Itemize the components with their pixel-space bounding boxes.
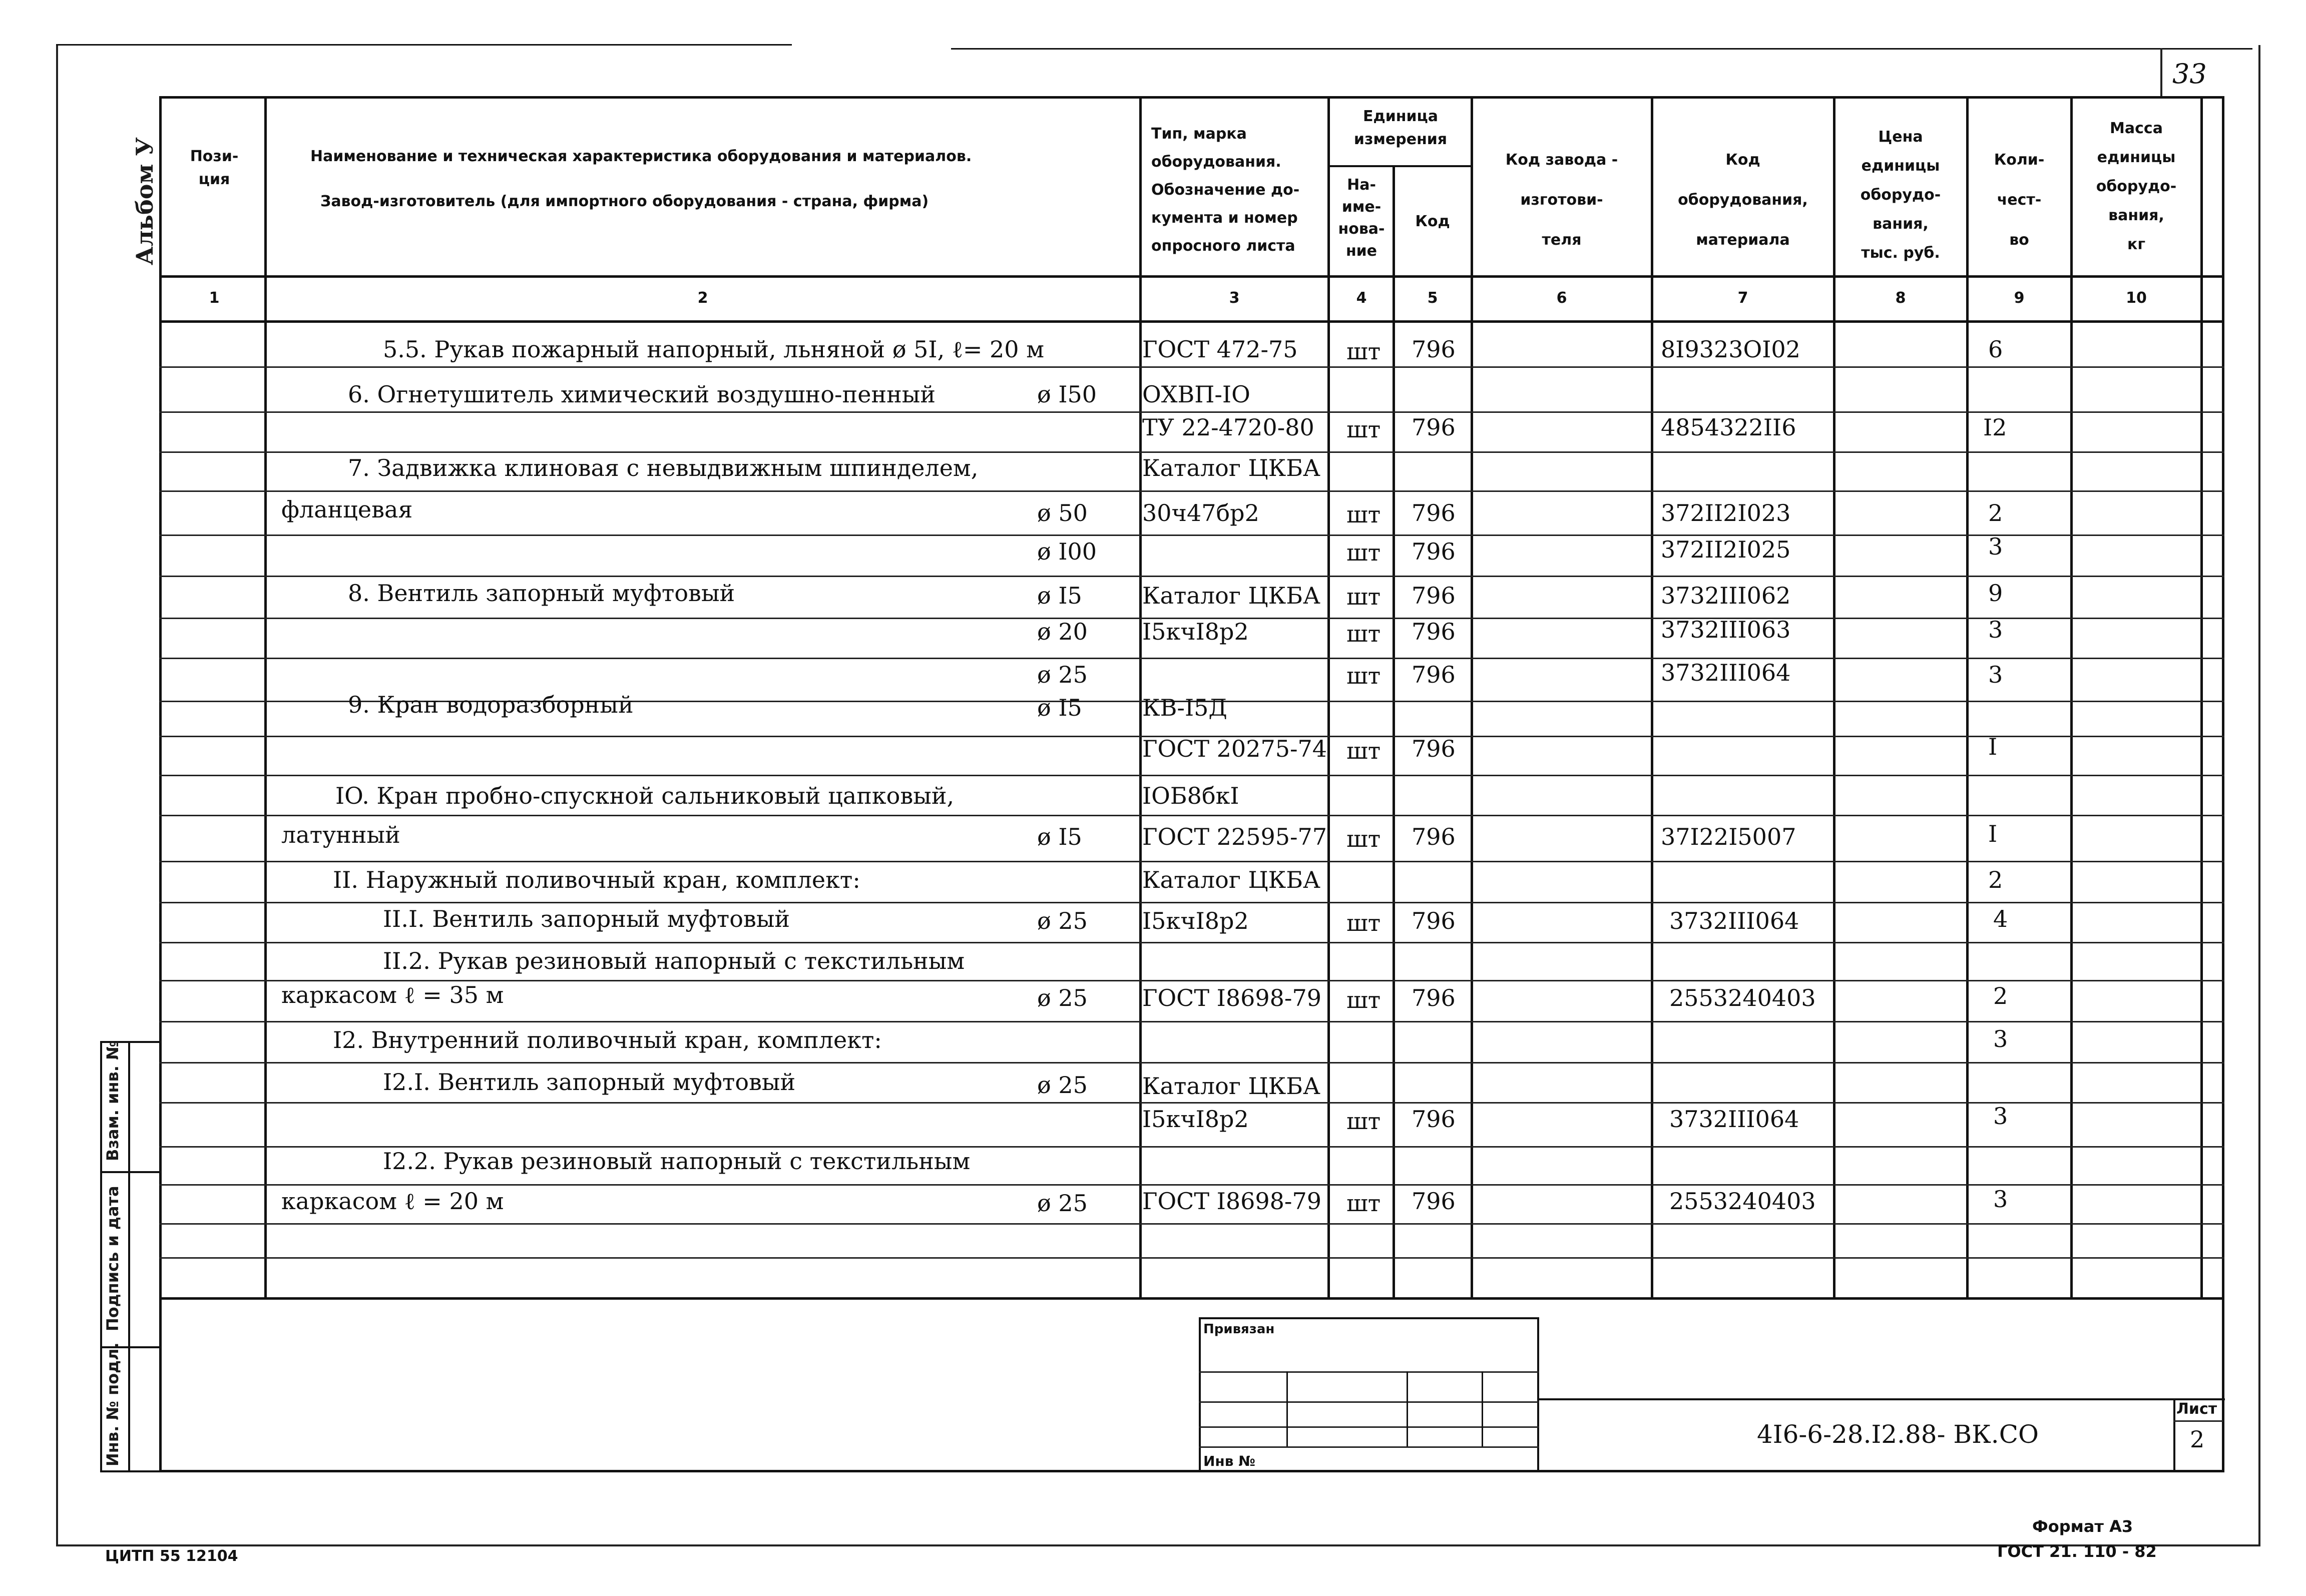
item-unit-code: 796 [1412,823,1456,850]
item-name: 8. Вентиль запорный муфтовый [348,580,735,607]
item-diameter: ø I5 [1037,823,1082,850]
item-doc: I5кчI8р2 [1142,907,1249,934]
item-unit: шт [1346,416,1381,443]
item-quantity: 3 [1988,661,2003,688]
item-material-code: 2553240403 [1669,1188,1816,1215]
item-name: I2.2. Рукав резиновый напорный с текстильным [383,1148,971,1175]
item-unit: шт [1346,338,1381,365]
item-material-code: 3732III062 [1661,582,1791,609]
item-name: фланцевая [281,496,413,523]
item-unit: шт [1346,825,1381,852]
item-unit-code: 796 [1412,538,1456,565]
item-unit-code: 796 [1412,499,1456,526]
item-name: 7. Задвижка клиновая с невыдвижным шпинделем, [348,454,979,481]
header-price: Цена единицы оборудо- вания, тыс. руб. [1860,128,1941,262]
header-type: Тип, марка оборудования. Обозначение до- кумента и номер опросного листа [1151,125,1300,255]
item-diameter: ø I5 [1037,582,1082,609]
page-number: 33 [2172,58,2207,90]
item-diameter: ø I50 [1037,381,1097,408]
item-unit: шт [1346,1190,1381,1217]
item-name: II. Наружный поливочный кран, комплект: [333,866,860,893]
header-unit: Единица измерения [1353,108,1448,148]
item-material-code: 8I9323OI02 [1661,336,1800,363]
item-quantity: 9 [1988,580,2003,607]
item-diameter: ø 50 [1037,499,1088,526]
standard-label: ГОСТ 21. 110 - 82 [1997,1542,2157,1561]
item-unit: шт [1346,583,1381,610]
item-quantity: 3 [1988,533,2003,560]
header-unit-code: Код [1415,213,1450,230]
footer-publisher: ЦИТП 55 12104 [105,1547,238,1565]
item-material-code: 372II2I025 [1661,536,1791,563]
outer-frame-top-right [951,48,2252,50]
item-name: 6. Огнетушитель химический воздушно-пенный [348,381,936,408]
col-number: 2 [697,289,708,307]
item-material-code: 4854322II6 [1661,414,1796,441]
header-material-code: Код оборудования, материала [1678,151,1808,249]
item-quantity: 3 [1993,1186,2008,1213]
item-doc: Каталог ЦКБА [1142,454,1320,481]
item-diameter: ø 25 [1037,1190,1088,1217]
item-name: II.I. Вентиль запорный муфтовый [383,905,790,932]
header-position: Пози- ция [190,148,239,188]
item-name: 5.5. Рукав пожарный напорный, льняной ø 5I, ℓ= 20 м [383,336,1044,363]
item-quantity: 2 [1988,866,2003,893]
item-material-code: 3732III064 [1661,659,1791,686]
item-material-code: 3732III063 [1661,616,1791,643]
item-name: латунный [281,821,400,848]
item-material-code: 3732III064 [1669,907,1799,934]
item-quantity: I [1988,733,1998,760]
item-unit-code: 796 [1412,618,1456,645]
item-unit-code: 796 [1412,661,1456,688]
item-doc: ОХВП-IO [1142,381,1250,408]
item-doc: ГОСТ 22595-77 [1142,823,1327,850]
item-diameter: ø 25 [1037,1072,1088,1099]
item-doc: ГОСТ I8698-79 [1142,984,1321,1011]
item-name: I2. Внутренний поливочный кран, комплект: [333,1026,882,1053]
outer-frame-top [56,44,792,46]
item-quantity: 4 [1993,905,2008,932]
item-unit-code: 796 [1412,582,1456,609]
item-unit: шт [1346,737,1381,764]
item-name: 9. Кран водоразборный [348,691,634,718]
format-label: Формат А3 [2032,1517,2133,1536]
item-diameter: ø I00 [1037,538,1097,565]
header-name-line2: Завод-изготовитель (для импортного оборудования - страна, фирма) [320,193,929,210]
sheet-number: 2 [2190,1426,2205,1453]
binding-inv: Инв № [1203,1453,1255,1469]
item-quantity: 3 [1988,616,2003,643]
item-diameter: ø I5 [1037,694,1082,721]
sheet-label: Лист [2176,1400,2217,1418]
header-unit-name: На- име- нова- ние [1338,176,1385,260]
binding-stamp [1199,1317,1539,1472]
stamp-vzam: Взам. инв. № [103,1040,122,1161]
item-name: II.2. Рукав резиновый напорный с текстильным [383,947,965,974]
item-unit-code: 796 [1412,907,1456,934]
document-code: 4I6-6-28.I2.88- ВК.СО [1757,1420,2039,1449]
col-number: 6 [1556,289,1567,307]
item-quantity: 3 [1993,1025,2008,1052]
col-number: 7 [1737,289,1748,307]
item-name: IO. Кран пробно-спускной сальниковый цапковый, [335,782,955,809]
item-unit: шт [1346,986,1381,1013]
album-label: Альбом У [131,137,158,265]
item-unit-code: 796 [1412,1106,1456,1133]
item-doc: IOБ8бкI [1142,782,1239,809]
item-unit: шт [1346,501,1381,528]
item-quantity: 6 [1988,336,2003,363]
item-quantity: 2 [1988,499,2003,526]
item-doc: Каталог ЦКБА [1142,866,1320,893]
header-factory-code: Код завода - изготови- теля [1505,151,1618,249]
item-diameter: ø 25 [1037,661,1088,688]
item-diameter: ø 20 [1037,618,1088,645]
col-number: 3 [1229,289,1240,307]
stamp-inv-podl: Инв. № подл. [103,1342,122,1466]
binding-title: Привязан [1203,1322,1275,1337]
item-quantity: I2 [1983,414,2007,441]
item-material-code: 2553240403 [1669,984,1816,1011]
item-material-code: 37I22I5007 [1661,823,1796,850]
item-material-code: 372II2I023 [1661,499,1791,526]
item-quantity: 2 [1993,982,2008,1009]
col-number: 8 [1895,289,1906,307]
item-doc: КВ-I5Д [1142,694,1227,721]
item-unit-code: 796 [1412,735,1456,762]
col-number: 5 [1427,289,1438,307]
item-unit-code: 796 [1412,984,1456,1011]
item-unit: шт [1346,1108,1381,1135]
item-doc: Каталог ЦКБА [1142,582,1320,609]
item-doc: ГОСТ 472-75 [1142,336,1298,363]
item-doc: 30ч47бр2 [1142,499,1259,526]
item-name: I2.I. Вентиль запорный муфтовый [383,1069,796,1096]
header-mass: Масса единицы оборудо- вания, кг [2096,120,2177,253]
item-doc: I5кчI8р2 [1142,1106,1249,1133]
item-quantity: 3 [1993,1103,2008,1130]
header-name-line1: Наименование и техническая характеристика оборудования и материалов. [310,148,972,165]
item-doc: ГОСТ I8698-79 [1142,1188,1321,1215]
item-unit-code: 796 [1412,1188,1456,1215]
item-doc: I5кчI8р2 [1142,618,1249,645]
item-unit-code: 796 [1412,414,1456,441]
item-quantity: I [1988,820,1998,847]
stamp-podpis: Подпись и дата [103,1186,122,1331]
item-diameter: ø 25 [1037,984,1088,1011]
item-unit: шт [1346,662,1381,689]
item-doc: Каталог ЦКБА [1142,1073,1320,1100]
header-quantity: Коли- чест- во [1994,151,2045,249]
item-unit: шт [1346,620,1381,647]
item-material-code: 3732III064 [1669,1106,1799,1133]
col-number: 10 [2126,289,2147,307]
item-unit: шт [1346,909,1381,936]
col-number: 9 [2014,289,2025,307]
item-unit: шт [1346,539,1381,566]
col-number: 4 [1356,289,1367,307]
item-name: каркасом ℓ = 35 м [281,981,504,1008]
item-name: каркасом ℓ = 20 м [281,1188,504,1215]
col-number: 1 [209,289,220,307]
item-doc: ГОСТ 20275-74 [1142,735,1327,762]
item-doc: ТУ 22-4720-80 [1142,414,1314,441]
item-diameter: ø 25 [1037,907,1088,934]
item-unit-code: 796 [1412,336,1456,363]
